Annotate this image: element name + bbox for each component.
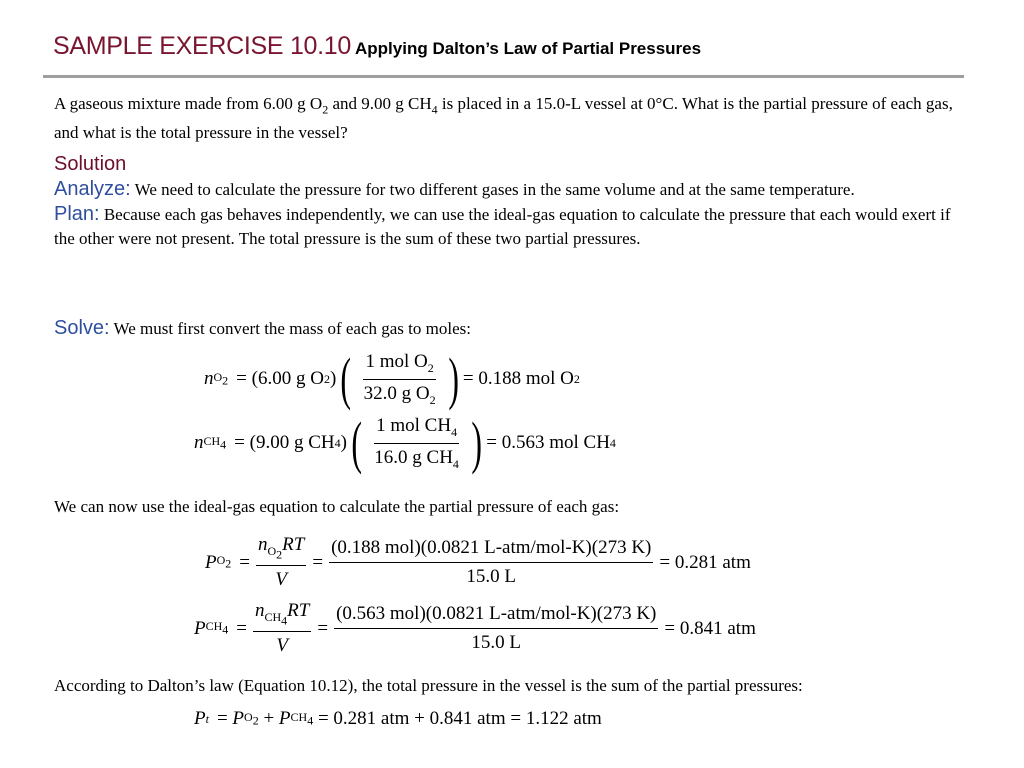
plan-label: Plan: bbox=[54, 203, 100, 225]
problem-sub-2: 4 bbox=[431, 102, 438, 117]
ratio-subsub: 2 bbox=[276, 547, 283, 562]
solution-heading: Solution bbox=[54, 153, 127, 175]
solve-text: We must first convert the mass of each gas to moles: bbox=[109, 319, 471, 338]
eq-given-sub: 4 bbox=[334, 435, 341, 450]
ratio-sub: CH bbox=[264, 609, 282, 624]
eq-given-end: ) bbox=[329, 368, 337, 389]
p1-subsub: 2 bbox=[252, 713, 259, 728]
title-divider bbox=[43, 75, 964, 78]
p2-sub: CH bbox=[290, 709, 308, 724]
equation-total-pressure bbox=[194, 708, 602, 730]
value-fraction bbox=[334, 603, 658, 654]
eq-symbol: P bbox=[205, 551, 217, 573]
eq-given: = (6.00 g O bbox=[236, 368, 324, 389]
plan-paragraph bbox=[54, 202, 959, 251]
eq-result: = 0.281 atm bbox=[659, 551, 751, 573]
analyze-text: We need to calculate the pressure for two different gases in the same volume and at the same temperature. bbox=[130, 180, 855, 199]
eq-equals: = bbox=[239, 551, 250, 573]
ratio-num: RT bbox=[287, 600, 310, 621]
frac-num: 1 mol CH bbox=[376, 414, 452, 436]
ratio-subsub: 4 bbox=[281, 613, 288, 628]
ratio-den: V bbox=[275, 569, 287, 591]
equation-moles-ch4 bbox=[194, 410, 616, 475]
eq-symbol: P bbox=[194, 708, 206, 729]
equation-pressure-ch4 bbox=[194, 600, 756, 657]
frac-den-sub: 4 bbox=[452, 456, 459, 471]
value-num: (0.188 mol)(0.0821 L-atm/mol-K)(273 K) bbox=[329, 537, 653, 563]
problem-sub-1: 2 bbox=[322, 102, 329, 117]
eq-given-sub: 2 bbox=[323, 371, 330, 386]
eq-equals: = bbox=[236, 617, 247, 639]
equation-pressure-o2 bbox=[205, 534, 751, 591]
solution-block bbox=[54, 152, 959, 251]
ratio-sub: O bbox=[267, 543, 277, 558]
problem-text-3: is placed in a 15.0-L vessel at 0°C. What is the partial pressure of each gas, and what is the total pressure in the vessel? bbox=[54, 94, 953, 143]
eq-result: = 0.188 mol O bbox=[462, 368, 574, 389]
problem-text-2: and 9.00 g CH bbox=[328, 94, 432, 113]
equation-moles-o2 bbox=[204, 346, 580, 411]
eq-equals: = bbox=[216, 708, 228, 729]
frac-den-sub: 2 bbox=[429, 392, 436, 407]
frac-den: 16.0 g CH bbox=[374, 446, 453, 468]
ideal-gas-ratio: $\frac{n_{O_2}RT}{V}$ bbox=[258, 534, 305, 591]
exercise-subtitle: Applying Dalton’s Law of Partial Pressures bbox=[355, 39, 702, 58]
p1-sub: O bbox=[244, 709, 253, 724]
eq-sub: O bbox=[216, 553, 226, 568]
plan-text: Because each gas behaves independently, we can use the ideal-gas equation to calculate the pressure that each would exert if the other were not present. The total pressure is the sum of these two partial pressures. bbox=[54, 205, 951, 248]
eq-subsub: 4 bbox=[220, 437, 227, 452]
solve-paragraph bbox=[54, 316, 959, 341]
left-paren: ( bbox=[340, 346, 352, 411]
eq-symbol: n bbox=[194, 432, 204, 453]
eq-result-sub: 2 bbox=[573, 371, 580, 386]
eq-result-sub: 4 bbox=[609, 435, 616, 450]
value-den: 15.0 L bbox=[471, 632, 522, 654]
eq-symbol: n bbox=[204, 368, 214, 389]
frac-num-sub: 4 bbox=[451, 424, 458, 439]
eq-symbol: P bbox=[194, 617, 206, 639]
ratio-num: RT bbox=[282, 534, 305, 555]
right-paren: ) bbox=[471, 410, 482, 475]
conversion-fraction bbox=[372, 415, 461, 472]
problem-statement bbox=[54, 92, 959, 145]
eq-result: = 0.563 mol CH bbox=[486, 432, 610, 453]
eq-subsub: 4 bbox=[222, 622, 229, 637]
plus-sign: + bbox=[258, 708, 279, 729]
eq-equals-2: = bbox=[312, 551, 324, 573]
eq-result: = 0.841 atm bbox=[664, 617, 756, 639]
value-num: (0.563 mol)(0.0821 L-atm/mol-K)(273 K) bbox=[334, 603, 658, 629]
dalton-paragraph: According to Dalton’s law (Equation 10.12), the total pressure in the vessel is the sum of the partial pressures: bbox=[54, 676, 803, 695]
eq-sub: t bbox=[205, 711, 209, 726]
p2-symbol: P bbox=[278, 708, 291, 729]
eq-given: = (9.00 g CH bbox=[234, 432, 335, 453]
eq-sub: CH bbox=[205, 619, 223, 634]
ideal-gas-ratio: $\frac{n_{CH_4}RT}{V}$ bbox=[255, 600, 310, 657]
eq-sub: O bbox=[213, 369, 223, 384]
page-title bbox=[53, 32, 701, 61]
value-fraction bbox=[329, 537, 653, 588]
eq-result: = 0.281 atm + 0.841 atm = 1.122 atm bbox=[313, 708, 602, 729]
eq-subsub: 2 bbox=[225, 556, 232, 571]
right-paren: ) bbox=[447, 346, 459, 411]
conversion-fraction bbox=[362, 351, 438, 408]
frac-den: 32.0 g O bbox=[363, 382, 430, 404]
solve-label: Solve: bbox=[54, 317, 110, 339]
analyze-label: Analyze: bbox=[54, 178, 131, 200]
frac-num: 1 mol O bbox=[365, 350, 428, 372]
p2-subsub: 4 bbox=[307, 713, 314, 728]
eq-given-end: ) bbox=[340, 432, 347, 453]
p1-symbol: P bbox=[232, 708, 245, 729]
problem-text-1: A gaseous mixture made from 6.00 g O bbox=[54, 94, 323, 113]
exercise-number: SAMPLE EXERCISE 10.10 bbox=[53, 32, 352, 60]
eq-subsub: 2 bbox=[222, 373, 229, 388]
analyze-paragraph bbox=[54, 177, 959, 202]
eq-equals-2: = bbox=[317, 617, 329, 639]
left-paren: ( bbox=[351, 410, 362, 475]
ideal-gas-paragraph: We can now use the ideal-gas equation to calculate the partial pressure of each gas: bbox=[54, 497, 620, 516]
value-den: 15.0 L bbox=[466, 566, 517, 588]
frac-num-sub: 2 bbox=[427, 360, 434, 375]
eq-sub: CH bbox=[203, 433, 221, 448]
ratio-den: V bbox=[276, 635, 288, 657]
